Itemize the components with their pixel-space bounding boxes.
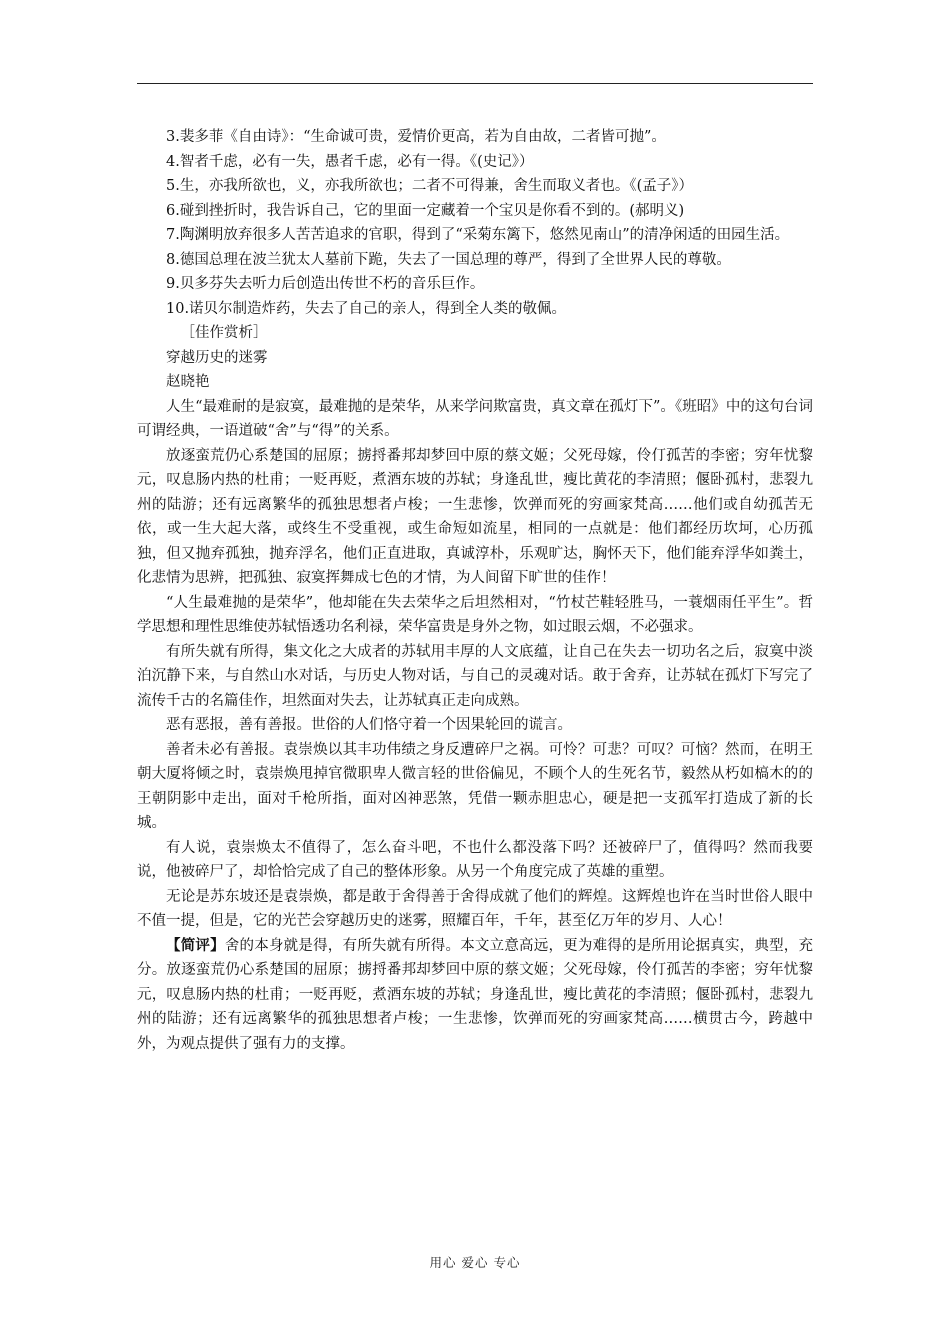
comment-label: 【简评】 bbox=[166, 936, 225, 954]
essay-paragraph: 放逐蛮荒仍心系楚国的屈原；掳捋番邦却梦回中原的蔡文姬；父死母嫁，伶仃孤苦的李密；穷年忧黎元，叹息肠内热的杜甫；一贬再贬，煮酒东坡的苏轼；身逢乱世，瘦比黄花的李清照；偃卧孤村，悲裂九州的陆游；还有远离繁华的孤独思想者卢梭；一生悲惨，饮弹而死的穷画家梵高……他们或自幼孤苦无依，或一生大起大落，或终生不受重视，或生命短如流星，相同的一点就是：他们都经历坎坷，心历孤独，但又抛弃孤独，抛弃浮名，他们正直进取，真诚淳朴，乐观旷达，胸怀天下，他们能弃浮华如粪土，化悲情为思辨，把孤独、寂寞挥舞成七色的才情，为人间留下旷世的佳作！ bbox=[137, 447, 813, 586]
essay-paragraph: 无论是苏东坡还是袁崇焕，都是敢于舍得善于舍得成就了他们的辉煌。这辉煌也许在当时世俗人眼中不值一提，但是，它的光芒会穿越历史的迷雾，照耀百年，千年，甚至亿万年的岁月、人心！ bbox=[137, 888, 813, 929]
quote-item: 7.陶渊明放弃很多人苦苦追求的官职，得到了“采菊东篱下，悠然见南山”的清净闲适的田园生活。 bbox=[166, 227, 790, 243]
quote-item: 5.生，亦我所欲也，义，亦我所欲也；二者不可得兼，舍生而取义者也。《(孟子》） bbox=[166, 178, 693, 194]
comment-text: 舍的本身就是得，有所失就有所得。本文立意高远，更为难得的是所用论据真实，典型，充分。放逐蛮荒仍心系楚国的屈原；掳捋番邦却梦回中原的蔡文姬；父死母嫁，伶仃孤苦的李密；穷年忧黎元，叹息肠内热的杜甫；一贬再贬，煮酒东坡的苏轼；身逢乱世，瘦比黄花的李清照；偃卧孤村，悲裂九州的陆游；还有远离繁华的孤独思想者卢梭；一生悲惨，饮弹而死的穷画家梵高……横贯古今，跨越中外，为观点提供了强有力的支撑。 bbox=[137, 937, 814, 1052]
comment-paragraph bbox=[137, 934, 813, 1057]
header-rule bbox=[137, 83, 813, 84]
quote-item: 9.贝多芬失去听力后创造出传世不朽的音乐巨作。 bbox=[166, 276, 485, 292]
quote-item: 8.德国总理在波兰犹太人墓前下跪，失去了一国总理的尊严，得到了全世界人民的尊敬。 bbox=[166, 251, 731, 268]
quote-item: 6.碰到挫折时，我告诉自己，它的里面一定藏着一个宝贝是你看不到的。(郝明义) bbox=[166, 202, 685, 219]
page-content bbox=[137, 125, 813, 1056]
page-footer: 用心 爱心 专心 bbox=[429, 1255, 521, 1270]
quote-item: 10.诺贝尔制造炸药，失去了自己的亲人，得到全人类的敬佩。 bbox=[166, 300, 567, 317]
essay-paragraph: 人生“最难耐的是寂寞，最难抛的是荣华，从来学问欺富贵，真文章在孤灯下”。《班昭》中的这句台词可谓经典，一语道破“舍”与“得”的关系。 bbox=[137, 398, 813, 439]
quote-item: 4.智者千虑，必有一失，愚者千虑，必有一得。《(史记》） bbox=[166, 153, 534, 170]
essay-paragraph: 有人说，袁崇焕太不值得了，怎么奋斗吧，不也什么都没落下吗？还被碎尸了，值得吗？然而我要说，他被碎尸了，却恰恰完成了自己的整体形象。从另一个角度完成了英雄的重塑。 bbox=[137, 839, 813, 880]
quote-item: 3.裴多菲《自由诗》：“生命诚可贵，爱情价更高，若为自由故，二者皆可抛”。 bbox=[166, 129, 666, 145]
essay-paragraph: “人生最难抛的是荣华”，他却能在失去荣华之后坦然相对，“竹杖芒鞋轻胜马，一蓑烟雨任平生”。哲学思想和理性思维使苏轼悟透功名利禄，荣华富贵是身外之物，如过眼云烟，不必强求。 bbox=[137, 594, 813, 635]
essay-paragraph: 恶有恶报，善有善报。世俗的人们恪守着一个因果轮回的谎言。 bbox=[166, 717, 572, 733]
essay-paragraph: 善者未必有善报。袁崇焕以其丰功伟绩之身反遭碎尸之祸。可怜？可悲？可叹？可恼？然而，在明王朝大厦将倾之时，袁崇焕甩掉官微职卑人微言轻的世俗偏见，不顾个人的生死名节，毅然从朽如槁木的的王朝阴影中走出，面对千枪所指，面对凶神恶煞，凭借一颗赤胆忠心，硬是把一支孤军打造成了新的长城。 bbox=[137, 741, 813, 831]
essay-title: 穿越历史的迷雾 bbox=[166, 349, 268, 366]
essay-author: 赵晓艳 bbox=[166, 374, 210, 390]
essay-paragraph: 有所失就有所得，集文化之大成者的苏轼用丰厚的人文底蕴，让自己在失去一切功名之后，寂寞中淡泊沉静下来，与自然山水对话，与历史人物对话，与自己的灵魂对话。敢于舍弃，让苏轼在孤灯下写完了流传千古的名篇佳作，坦然面对失去，让苏轼真正走向成熟。 bbox=[137, 643, 813, 709]
section-label: ［佳作赏析］ bbox=[180, 325, 268, 341]
